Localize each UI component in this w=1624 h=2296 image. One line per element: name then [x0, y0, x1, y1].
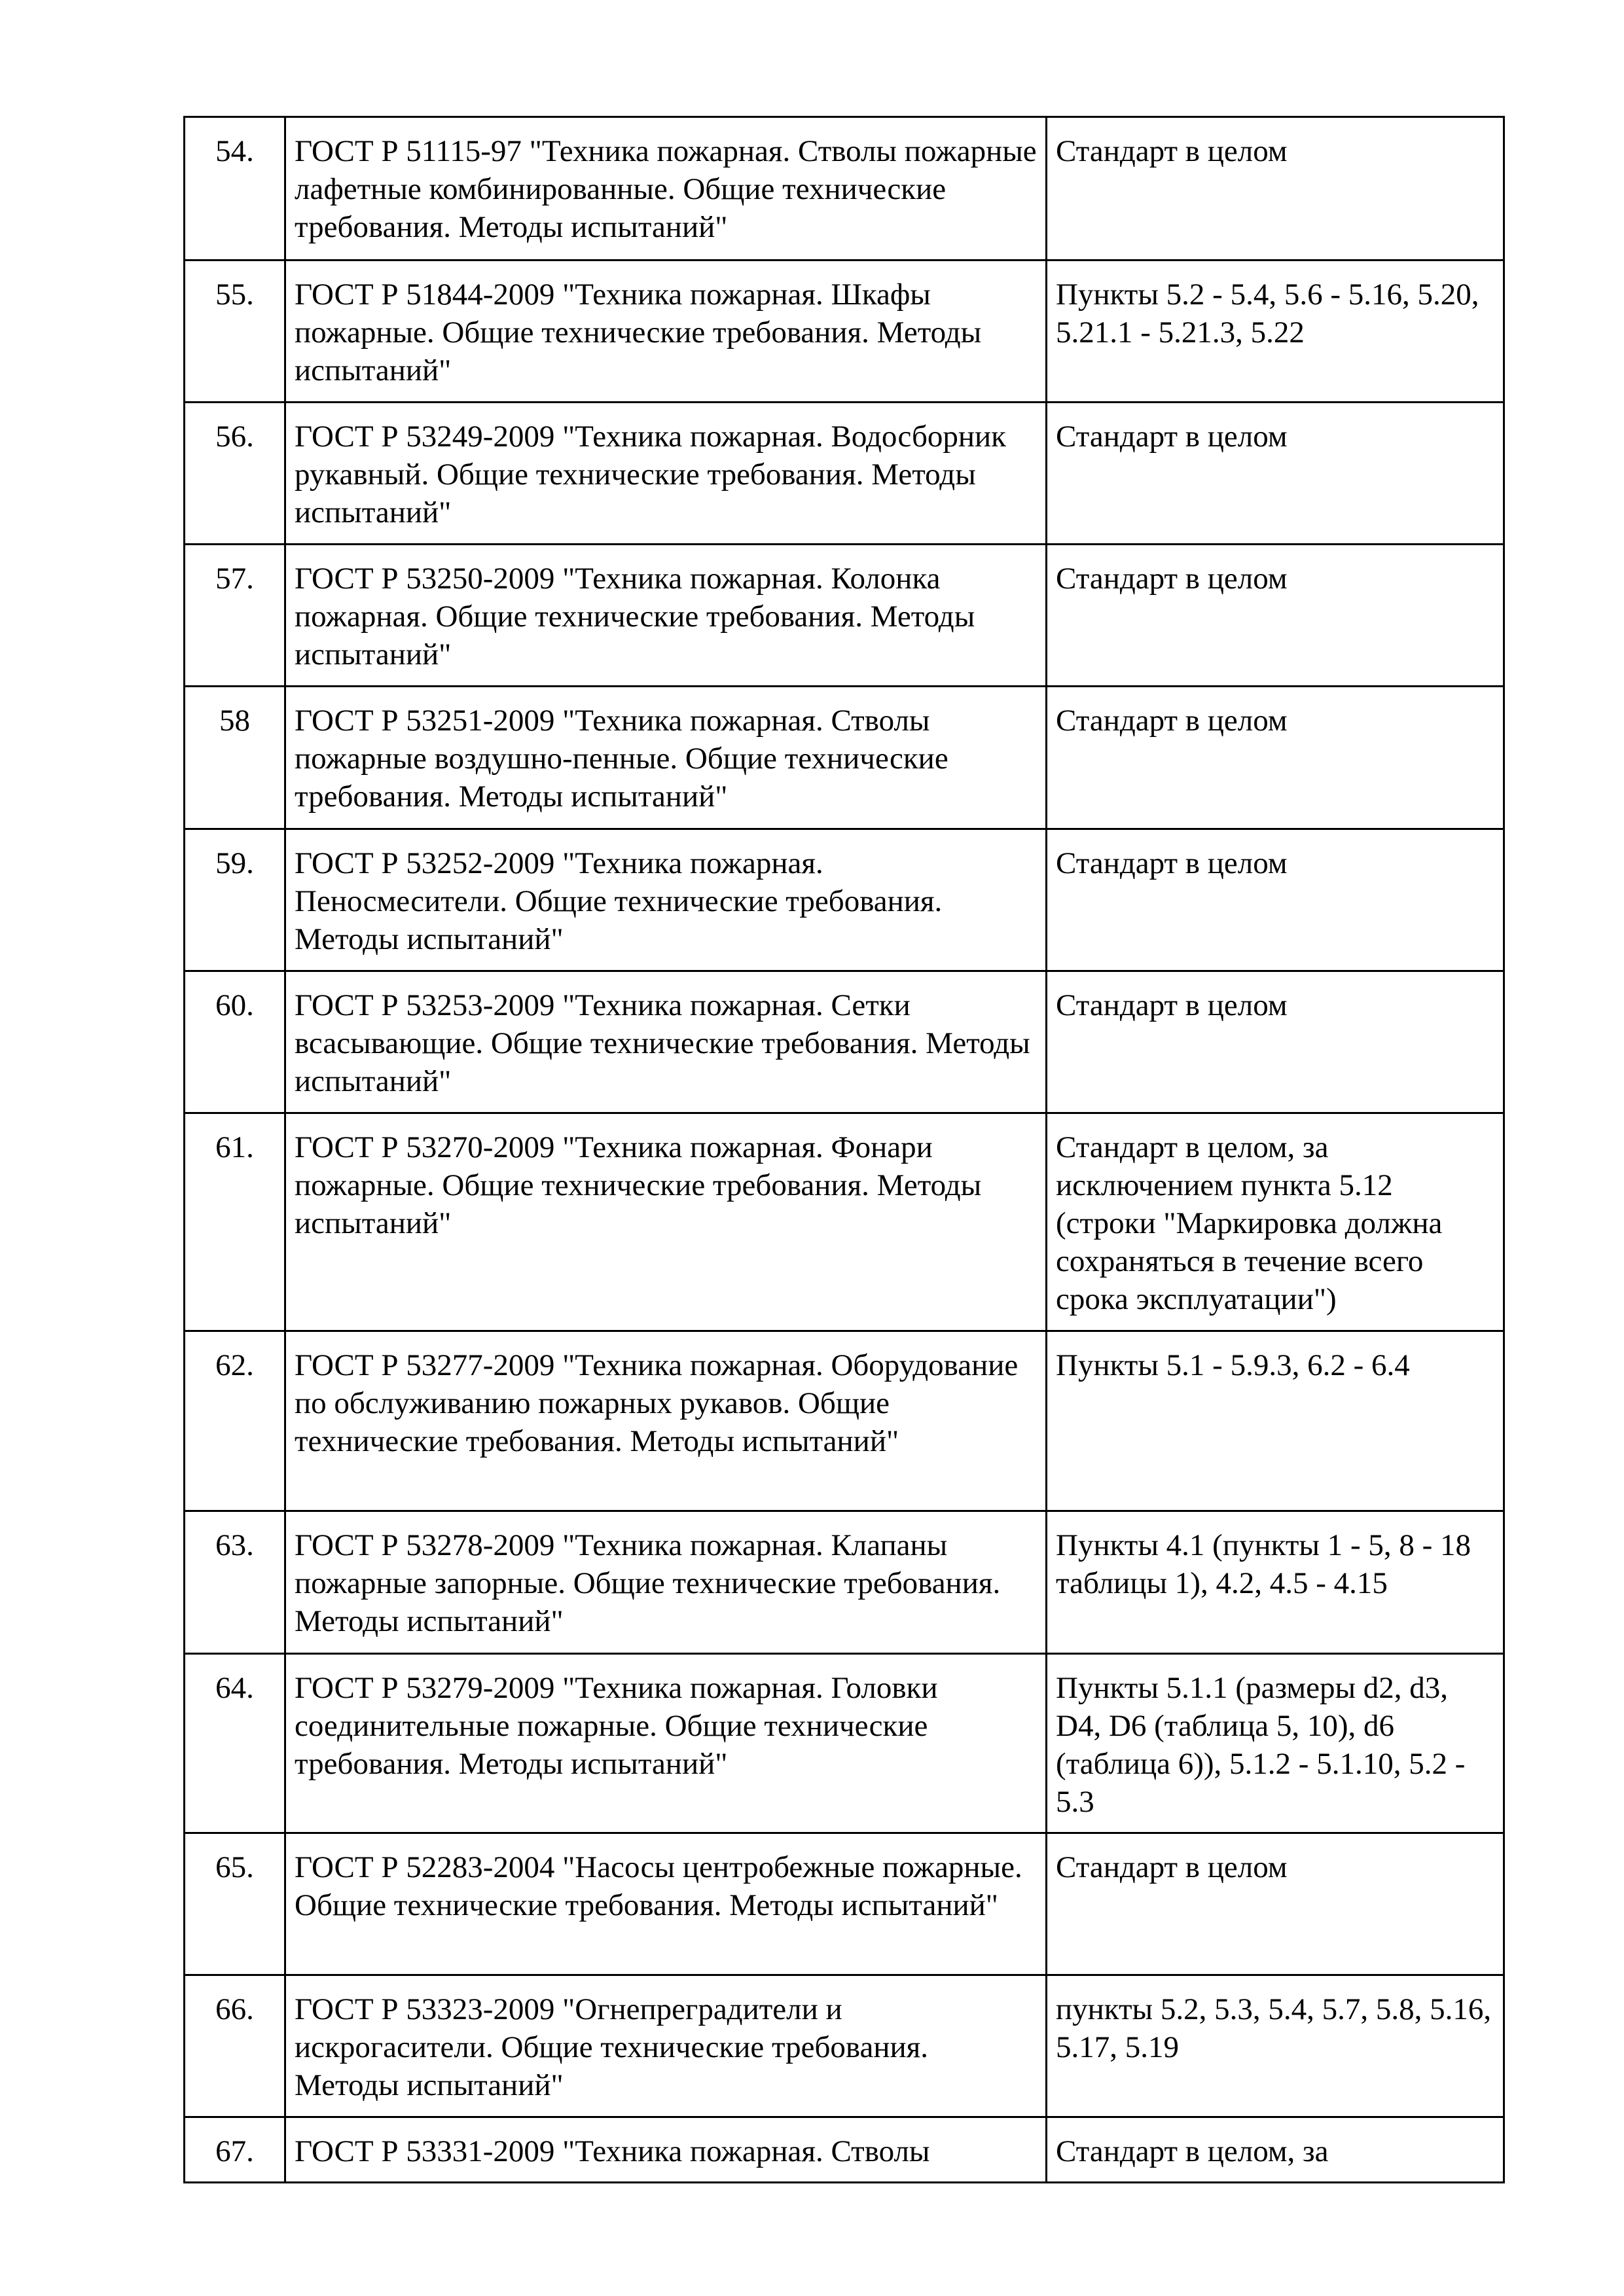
row-number: 67.	[185, 2117, 285, 2183]
applicable-clauses: Стандарт в целом	[1047, 403, 1504, 545]
standards-table	[183, 116, 1505, 2183]
standard-title: ГОСТ Р 53252-2009 "Техника пожарная. Пеносмесители. Общие технические требования. Методы испытаний"	[285, 829, 1047, 971]
applicable-clauses: Стандарт в целом	[1047, 117, 1504, 260]
row-number: 54.	[185, 117, 285, 260]
row-number: 59.	[185, 829, 285, 971]
applicable-clauses: Пункты 5.2 - 5.4, 5.6 - 5.16, 5.20, 5.21.1 - 5.21.3, 5.22	[1047, 260, 1504, 403]
table-row	[185, 1511, 1504, 1654]
table-row	[185, 403, 1504, 545]
table-row	[185, 829, 1504, 971]
standard-title: ГОСТ Р 53253-2009 "Техника пожарная. Сетки всасывающие. Общие технические требования. Методы испытаний"	[285, 971, 1047, 1113]
table-row	[185, 1975, 1504, 2117]
row-number: 66.	[185, 1975, 285, 2117]
standard-title: ГОСТ Р 53249-2009 "Техника пожарная. Водосборник рукавный. Общие технические требования. Методы испытаний"	[285, 403, 1047, 545]
table-row	[185, 260, 1504, 403]
row-number: 64.	[185, 1654, 285, 1833]
row-number: 56.	[185, 403, 285, 545]
row-number: 61.	[185, 1113, 285, 1331]
table-row	[185, 1654, 1504, 1833]
row-number: 55.	[185, 260, 285, 403]
row-number: 63.	[185, 1511, 285, 1654]
applicable-clauses: Стандарт в целом	[1047, 829, 1504, 971]
standard-title: ГОСТ Р 51115-97 "Техника пожарная. Стволы пожарные лафетные комбинированные. Общие технические требования. Методы испытаний"	[285, 117, 1047, 260]
table-row	[185, 971, 1504, 1113]
standard-title: ГОСТ Р 53251-2009 "Техника пожарная. Стволы пожарные воздушно-пенные. Общие технические требования. Методы испытаний"	[285, 687, 1047, 829]
table-row	[185, 545, 1504, 687]
table-row	[185, 117, 1504, 260]
applicable-clauses: пункты 5.2, 5.3, 5.4, 5.7, 5.8, 5.16, 5.17, 5.19	[1047, 1975, 1504, 2117]
row-number: 62.	[185, 1331, 285, 1511]
row-number: 65.	[185, 1833, 285, 1975]
row-number: 57.	[185, 545, 285, 687]
standard-title: ГОСТ Р 53279-2009 "Техника пожарная. Головки соединительные пожарные. Общие технические требования. Методы испытаний"	[285, 1654, 1047, 1833]
standard-title: ГОСТ Р 53270-2009 "Техника пожарная. Фонари пожарные. Общие технические требования. Методы испытаний"	[285, 1113, 1047, 1331]
table-row	[185, 687, 1504, 829]
applicable-clauses: Стандарт в целом	[1047, 1833, 1504, 1975]
standard-title: ГОСТ Р 53278-2009 "Техника пожарная. Клапаны пожарные запорные. Общие технические требования. Методы испытаний"	[285, 1511, 1047, 1654]
table-row	[185, 1113, 1504, 1331]
standard-title: ГОСТ Р 51844-2009 "Техника пожарная. Шкафы пожарные. Общие технические требования. Методы испытаний"	[285, 260, 1047, 403]
table-row	[185, 1833, 1504, 1975]
applicable-clauses: Пункты 5.1 - 5.9.3, 6.2 - 6.4	[1047, 1331, 1504, 1511]
applicable-clauses: Стандарт в целом	[1047, 971, 1504, 1113]
row-number: 60.	[185, 971, 285, 1113]
row-number: 58	[185, 687, 285, 829]
standard-title: ГОСТ Р 53277-2009 "Техника пожарная. Оборудование по обслуживанию пожарных рукавов. Общие технические требования. Методы испытаний"	[285, 1331, 1047, 1511]
applicable-clauses: Пункты 5.1.1 (размеры d2, d3, D4, D6 (таблица 5, 10), d6 (таблица 6)), 5.1.2 - 5.1.10, 5.2 - 5.3	[1047, 1654, 1504, 1833]
table-row	[185, 1331, 1504, 1511]
applicable-clauses: Стандарт в целом, за исключением пункта 5.12 (строки "Маркировка должна сохраняться в течение всего срока эксплуатации")	[1047, 1113, 1504, 1331]
applicable-clauses: Стандарт в целом	[1047, 545, 1504, 687]
standard-title: ГОСТ Р 52283-2004 "Насосы центробежные пожарные. Общие технические требования. Методы испытаний"	[285, 1833, 1047, 1975]
applicable-clauses: Стандарт в целом, за	[1047, 2117, 1504, 2183]
standard-title: ГОСТ Р 53331-2009 "Техника пожарная. Стволы	[285, 2117, 1047, 2183]
applicable-clauses: Пункты 4.1 (пункты 1 - 5, 8 - 18 таблицы 1), 4.2, 4.5 - 4.15	[1047, 1511, 1504, 1654]
standard-title: ГОСТ Р 53250-2009 "Техника пожарная. Колонка пожарная. Общие технические требования. Методы испытаний"	[285, 545, 1047, 687]
applicable-clauses: Стандарт в целом	[1047, 687, 1504, 829]
table-row	[185, 2117, 1504, 2183]
standard-title: ГОСТ Р 53323-2009 "Огнепреградители и искрогасители. Общие технические требования. Методы испытаний"	[285, 1975, 1047, 2117]
